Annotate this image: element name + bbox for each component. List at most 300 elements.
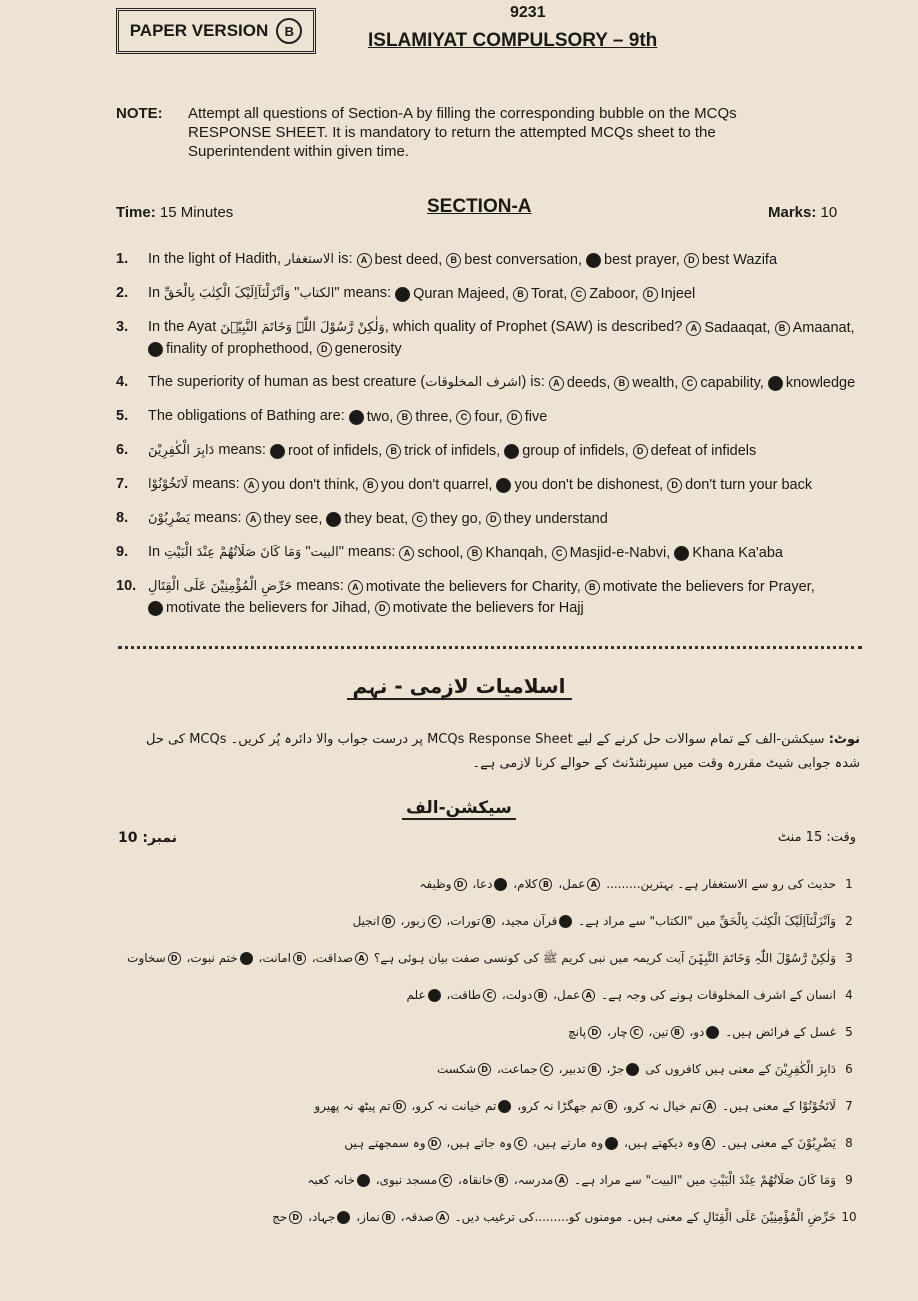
urdu-answer-bubble[interactable]: A xyxy=(355,952,368,965)
urdu-question-number: 7 xyxy=(845,1099,853,1113)
urdu-option-text: عمل، xyxy=(558,877,586,891)
answer-bubble[interactable]: C xyxy=(571,287,586,302)
question-body xyxy=(148,474,866,495)
question-number: 10. xyxy=(116,578,137,594)
urdu-option-text: صدقہ، xyxy=(400,1210,434,1224)
option-text: best conversation, xyxy=(464,252,582,268)
answer-option[interactable] xyxy=(686,318,770,338)
option-text: you don't think, xyxy=(261,477,359,493)
answer-option[interactable] xyxy=(148,598,371,618)
urdu-option-text: طاقت، xyxy=(446,988,482,1002)
urdu-option-text: مسجد نبوی، xyxy=(375,1173,438,1187)
urdu-question-text: غسل کے فرائض ہیں۔ xyxy=(725,1025,836,1039)
question-text: The superiority of human as best creature ( xyxy=(148,374,426,390)
urdu-answer-bubble[interactable]: B xyxy=(588,1063,601,1076)
answer-bubble[interactable]: A xyxy=(244,478,259,493)
urdu-answer-bubble[interactable]: A xyxy=(559,915,572,928)
urdu-question-item xyxy=(118,909,862,946)
option-text: finality of prophethood, xyxy=(166,341,313,357)
urdu-question-item xyxy=(118,946,862,983)
urdu-question-text: دَابِرَ الْکٰفِرِیْنَ کے معنی ہیں کافروں کی xyxy=(645,1062,836,1076)
option-text: best prayer, xyxy=(604,252,680,268)
urdu-option-text: سخاوت xyxy=(127,951,166,965)
urdu-answer-bubble[interactable]: C xyxy=(540,1063,553,1076)
option-text: wealth, xyxy=(632,375,679,391)
answer-option[interactable] xyxy=(375,598,584,618)
question-item xyxy=(116,508,866,529)
urdu-question-item xyxy=(118,1131,862,1168)
urdu-option-text: پانچ xyxy=(568,1025,587,1039)
urdu-answer-bubble[interactable]: B xyxy=(604,1100,617,1113)
answer-option[interactable] xyxy=(643,284,696,304)
answer-option[interactable] xyxy=(349,407,394,427)
urdu-option-text: تم پیٹھ نہ پھیرو xyxy=(314,1099,391,1113)
option-text: school, xyxy=(417,545,464,561)
urdu-answer-bubble[interactable]: B xyxy=(671,1026,684,1039)
answer-bubble[interactable]: D xyxy=(486,512,501,527)
urdu-answer-bubble[interactable]: A xyxy=(702,1137,715,1150)
answer-bubble[interactable]: B xyxy=(386,444,401,459)
urdu-question-text: یَضْرِبُوْنَ کے معنی ہیں۔ xyxy=(720,1136,836,1150)
answer-option[interactable] xyxy=(246,509,323,529)
question-number: 4. xyxy=(116,374,129,390)
question-text: , which quality of Prophet (SAW) is described? xyxy=(384,319,687,335)
answer-bubble[interactable]: D xyxy=(317,342,332,357)
option-text: five xyxy=(524,409,548,425)
question-text: " xyxy=(290,285,300,301)
answer-option[interactable] xyxy=(486,509,608,529)
answer-option[interactable] xyxy=(667,475,812,495)
question-item xyxy=(116,317,866,359)
answer-option[interactable] xyxy=(412,509,482,529)
question-number: 8. xyxy=(116,510,129,526)
question-body xyxy=(148,406,866,427)
urdu-option-text: تم جھگڑا نہ کرو، xyxy=(517,1099,602,1113)
answer-option[interactable] xyxy=(317,339,402,359)
option-text: trick of infidels, xyxy=(404,443,501,459)
answer-bubble[interactable]: A xyxy=(349,410,364,425)
section-title: SECTION-A xyxy=(427,196,532,217)
option-text: best deed, xyxy=(374,252,443,268)
marks-label: Marks: xyxy=(768,204,817,221)
urdu-question-text: لَاتَخُوْنُوْا کے معنی ہیں۔ xyxy=(722,1099,836,1113)
dotted-divider xyxy=(118,646,862,649)
urdu-option-text: تم خیانت نہ کرو، xyxy=(411,1099,497,1113)
urdu-question-item xyxy=(118,872,862,909)
answer-option[interactable] xyxy=(244,475,359,495)
answer-bubble[interactable]: D xyxy=(684,253,699,268)
answer-bubble[interactable]: C xyxy=(496,478,511,493)
urdu-question-number: 3 xyxy=(845,951,853,965)
option-text: they go, xyxy=(430,511,482,527)
urdu-option-text: وہ دیکھتے ہیں، xyxy=(623,1136,700,1150)
option-text: they understand xyxy=(503,511,608,527)
question-text: In the light of Hadith, xyxy=(148,251,286,267)
question-text: means: xyxy=(189,510,246,526)
urdu-note xyxy=(120,728,860,776)
answer-option[interactable] xyxy=(399,543,463,563)
question-number: 6. xyxy=(116,442,129,458)
time-label: Time: xyxy=(116,204,156,221)
urdu-question-item xyxy=(118,1094,862,1131)
question-item xyxy=(116,474,866,495)
option-text: Masjid-e-Nabvi, xyxy=(569,545,671,561)
urdu-answer-bubble[interactable]: C xyxy=(428,915,441,928)
urdu-option-text: انجیل xyxy=(352,914,380,928)
answer-option[interactable] xyxy=(585,577,815,597)
urdu-option-text: تین، xyxy=(648,1025,669,1039)
answer-bubble[interactable]: C xyxy=(504,444,519,459)
answer-bubble[interactable]: A xyxy=(246,512,261,527)
option-text: you don't be dishonest, xyxy=(514,477,664,493)
option-text: they see, xyxy=(263,511,323,527)
answer-option[interactable] xyxy=(148,339,313,359)
urdu-note-label: نوٹ: xyxy=(828,732,860,747)
option-text: Khanqah, xyxy=(485,545,548,561)
urdu-answer-bubble[interactable]: B xyxy=(539,878,552,891)
option-text: motivate the believers for Jihad, xyxy=(166,600,371,616)
urdu-answer-bubble[interactable]: C xyxy=(483,989,496,1002)
answer-option[interactable] xyxy=(674,543,783,563)
answer-option[interactable] xyxy=(768,373,855,393)
question-body xyxy=(148,249,866,270)
urdu-answer-bubble[interactable]: D xyxy=(382,915,395,928)
urdu-answer-bubble[interactable]: D xyxy=(393,1100,406,1113)
arabic-term: لَاتَخُوْنُوْا xyxy=(148,477,189,492)
urdu-answer-bubble[interactable]: B xyxy=(495,1174,508,1187)
urdu-option-text: تم خیال نہ کرو، xyxy=(622,1099,702,1113)
option-text: Khana Ka'aba xyxy=(692,545,783,561)
question-text: " means: xyxy=(334,285,396,301)
urdu-note-text: سیکشن-الف کے تمام سوالات حل کرنے کے لیے MCQs Response Sheet پر درست جواب والا دائرہ پُر کریں۔ MCQs کی حل شدہ جوابی شیٹ مقررہ وقت میں سپرنٹنڈنٹ کے حوالے کرنا لازمی ہے۔ xyxy=(146,732,860,771)
answer-bubble[interactable]: A xyxy=(399,546,414,561)
option-text: group of infidels, xyxy=(522,443,629,459)
urdu-answer-bubble[interactable]: D xyxy=(478,1063,491,1076)
urdu-question-number: 2 xyxy=(845,914,853,928)
time-value: 15 Minutes xyxy=(159,204,234,221)
urdu-answer-bubble[interactable]: A xyxy=(582,989,595,1002)
option-text: Sadaaqat, xyxy=(704,320,771,336)
urdu-section-title: سیکشن-الف xyxy=(0,798,918,818)
answer-bubble[interactable]: D xyxy=(375,601,390,616)
urdu-answer-bubble[interactable]: C xyxy=(337,1211,350,1224)
urdu-answer-bubble[interactable]: D xyxy=(428,1137,441,1150)
question-list xyxy=(116,249,866,631)
question-body xyxy=(148,542,866,563)
urdu-answer-bubble[interactable]: C xyxy=(439,1174,452,1187)
question-text: ) is: xyxy=(521,374,549,390)
answer-option[interactable] xyxy=(467,543,547,563)
answer-bubble[interactable]: B xyxy=(775,321,790,336)
question-body xyxy=(148,440,866,461)
urdu-question-text: انسان کے اشرف المخلوقات ہونے کی وجہ ہے۔ xyxy=(601,988,836,1002)
answer-bubble[interactable]: A xyxy=(270,444,285,459)
question-number: 1. xyxy=(116,251,129,267)
answer-bubble[interactable]: B xyxy=(614,376,629,391)
urdu-question-text: حَرِّضِ الْمُؤْمِنِیْنَ عَلَی الْقِتَالِ کے معنی ہیں۔ مومنوں کو.........کی ترغیب دیں۔ xyxy=(454,1210,836,1224)
subject-title: ISLAMIYAT COMPULSORY – 9th xyxy=(368,30,658,51)
arabic-term: الاستغفار xyxy=(285,252,334,267)
option-text: knowledge xyxy=(785,375,856,391)
answer-bubble[interactable]: B xyxy=(446,253,461,268)
question-number: 7. xyxy=(116,476,129,492)
urdu-title: اسلامیات لازمی - نہم xyxy=(0,674,918,698)
answer-bubble[interactable]: C xyxy=(586,253,601,268)
urdu-option-text: وہ مارتے ہیں، xyxy=(532,1136,604,1150)
answer-option[interactable] xyxy=(682,373,763,393)
question-body xyxy=(148,317,866,359)
urdu-answer-bubble[interactable]: C xyxy=(514,1137,527,1150)
urdu-question-item xyxy=(118,1057,862,1094)
answer-option[interactable] xyxy=(586,250,680,270)
paper-code: 9231 xyxy=(510,4,546,21)
urdu-option-text: عمل، xyxy=(553,988,581,1002)
urdu-option-text: ختم نبوت، xyxy=(186,951,238,965)
urdu-option-text: تدبیر، xyxy=(558,1062,586,1076)
paper-version-badge: B xyxy=(276,18,302,44)
answer-option[interactable] xyxy=(397,407,452,427)
option-text: two, xyxy=(366,409,394,425)
arabic-term: حَرِّضِ الْمُؤْمِنِیْنَ عَلَی الْقِتَالِ xyxy=(148,579,293,594)
option-text: Injeel xyxy=(660,286,696,302)
question-text: " xyxy=(301,544,311,560)
arabic-term: اشرف المخلوقات xyxy=(425,375,522,390)
urdu-option-text: علم xyxy=(406,988,426,1002)
urdu-option-text: زبور، xyxy=(400,914,426,928)
question-item xyxy=(116,440,866,461)
answer-bubble[interactable]: B xyxy=(585,580,600,595)
answer-option[interactable] xyxy=(357,250,443,270)
urdu-option-text: چار، xyxy=(606,1025,628,1039)
answer-bubble[interactable]: B xyxy=(467,546,482,561)
urdu-question-number: 5 xyxy=(845,1025,853,1039)
urdu-option-text: جڑ، xyxy=(606,1062,625,1076)
urdu-answer-bubble[interactable]: C xyxy=(498,1100,511,1113)
urdu-answer-bubble[interactable]: D xyxy=(454,878,467,891)
question-text: The obligations of Bathing are: xyxy=(148,408,349,424)
urdu-answer-bubble[interactable]: A xyxy=(555,1174,568,1187)
urdu-answer-bubble[interactable]: D xyxy=(588,1026,601,1039)
answer-bubble[interactable]: A xyxy=(357,253,372,268)
answer-option[interactable] xyxy=(633,441,757,461)
question-number: 5. xyxy=(116,408,129,424)
urdu-question-number: 6 xyxy=(845,1062,853,1076)
question-number: 9. xyxy=(116,544,129,560)
answer-option[interactable] xyxy=(684,250,777,270)
question-item xyxy=(116,576,866,618)
answer-bubble[interactable]: D xyxy=(633,444,648,459)
question-text: is: xyxy=(333,251,357,267)
answer-option[interactable] xyxy=(270,441,382,461)
answer-option[interactable] xyxy=(363,475,493,495)
urdu-time: وقت: 15 منٹ xyxy=(777,830,856,845)
option-text: motivate the believers for Hajj xyxy=(392,600,584,616)
urdu-option-text: مدرسہ، xyxy=(513,1173,554,1187)
answer-bubble[interactable]: D xyxy=(507,410,522,425)
question-item xyxy=(116,283,866,304)
urdu-question-number: 1 xyxy=(845,877,853,891)
option-text: motivate the believers for Charity, xyxy=(365,579,581,595)
answer-bubble[interactable]: C xyxy=(148,601,163,616)
option-text: Torat, xyxy=(531,286,568,302)
answer-bubble[interactable]: D xyxy=(667,478,682,493)
paper-version-box xyxy=(116,8,316,54)
urdu-option-text: قرآن مجید، xyxy=(501,914,558,928)
urdu-answer-bubble[interactable]: D xyxy=(357,1174,370,1187)
urdu-answer-bubble[interactable]: A xyxy=(587,878,600,891)
urdu-option-text: خانہ کعبہ xyxy=(307,1173,355,1187)
answer-option[interactable] xyxy=(348,577,581,597)
answer-option[interactable] xyxy=(507,407,548,427)
note-label: NOTE: xyxy=(116,105,163,122)
urdu-question-number: 9 xyxy=(845,1173,853,1187)
urdu-marks: نمبر: 10 xyxy=(118,830,178,846)
answer-option[interactable] xyxy=(395,284,509,304)
marks-value: 10 xyxy=(820,204,838,221)
answer-option[interactable] xyxy=(614,373,678,393)
answer-bubble[interactable]: A xyxy=(348,580,363,595)
answer-option[interactable] xyxy=(571,284,638,304)
urdu-answer-bubble[interactable]: C xyxy=(494,878,507,891)
urdu-answer-bubble[interactable]: B xyxy=(605,1137,618,1150)
answer-option[interactable] xyxy=(456,407,502,427)
arabic-term: البیت xyxy=(310,545,339,560)
urdu-answer-bubble[interactable]: A xyxy=(703,1100,716,1113)
answer-bubble[interactable]: A xyxy=(686,321,701,336)
answer-option[interactable] xyxy=(496,475,663,495)
question-text: means: xyxy=(214,442,270,458)
arabic-term: وَاَنْزَلْنَآاِلَيْکَ الْکِتٰبَ بِالْحَقِّ xyxy=(164,286,291,301)
answer-option[interactable] xyxy=(513,284,567,304)
urdu-answer-bubble[interactable]: A xyxy=(706,1026,719,1039)
option-text: capability, xyxy=(700,375,764,391)
question-item xyxy=(116,372,866,393)
urdu-answer-bubble[interactable]: C xyxy=(630,1026,643,1039)
question-number: 2. xyxy=(116,285,129,301)
answer-bubble[interactable]: B xyxy=(513,287,528,302)
answer-bubble[interactable]: A xyxy=(395,287,410,302)
urdu-option-text: وہ سمجھتے ہیں xyxy=(344,1136,426,1150)
answer-bubble[interactable]: C xyxy=(456,410,471,425)
answer-option[interactable] xyxy=(446,250,582,270)
question-text: means: xyxy=(188,476,244,492)
answer-bubble[interactable]: D xyxy=(768,376,783,391)
urdu-question-text: وَلٰکِنْ رَّسُوْلَ اللّٰہِ وَخَاتَمَ النَّبِیّٖنَ آیت کریمہ میں نبی کریم ﷺ کی کونسی صفت بیان ہوئی ہے؟ xyxy=(373,951,836,965)
urdu-option-text: جماعت، xyxy=(496,1062,538,1076)
answer-bubble[interactable]: C xyxy=(412,512,427,527)
answer-option[interactable] xyxy=(504,441,628,461)
urdu-option-text: صداقت، xyxy=(311,951,354,965)
urdu-answer-bubble[interactable]: C xyxy=(240,952,253,965)
urdu-answer-bubble[interactable]: D xyxy=(428,989,441,1002)
answer-bubble[interactable]: B xyxy=(397,410,412,425)
answer-option[interactable] xyxy=(552,543,671,563)
urdu-answer-bubble[interactable]: A xyxy=(436,1211,449,1224)
urdu-option-text: حج xyxy=(272,1210,288,1224)
time-info xyxy=(116,204,233,221)
option-text: they beat, xyxy=(344,511,409,527)
question-text: In xyxy=(148,285,165,301)
answer-bubble[interactable]: D xyxy=(643,287,658,302)
urdu-option-text: شکست xyxy=(436,1062,477,1076)
question-item xyxy=(116,406,866,427)
answer-option[interactable] xyxy=(386,441,500,461)
answer-bubble[interactable]: B xyxy=(326,512,341,527)
answer-option[interactable] xyxy=(549,373,611,393)
urdu-question-item xyxy=(118,1020,862,1057)
question-body xyxy=(148,576,866,618)
question-text: means: xyxy=(292,578,348,594)
urdu-question-item xyxy=(118,1205,862,1242)
question-text: In the Ayat xyxy=(148,319,221,335)
question-body xyxy=(148,372,866,393)
urdu-option-text: دولت، xyxy=(501,988,533,1002)
answer-option[interactable] xyxy=(326,509,408,529)
urdu-question-item xyxy=(118,1168,862,1205)
arabic-term: الکتاب xyxy=(299,286,335,301)
option-text: three, xyxy=(415,409,453,425)
urdu-question-text: وَمَا کَانَ صَلَاتُھُمْ عِنْدَ الْبَیْتِ میں "البیت" سے مراد ہے۔ xyxy=(574,1173,836,1187)
option-text: Amaanat, xyxy=(792,320,855,336)
urdu-option-text: وظیفہ xyxy=(419,877,452,891)
urdu-option-text: وہ جاتے ہیں، xyxy=(446,1136,512,1150)
answer-option[interactable] xyxy=(775,318,855,338)
arabic-term: دَابِرَ الْکٰفِرِیْنَ xyxy=(148,443,215,458)
urdu-answer-bubble[interactable]: A xyxy=(626,1063,639,1076)
option-text: don't turn your back xyxy=(685,477,813,493)
marks-info xyxy=(768,204,837,221)
urdu-answer-bubble[interactable]: B xyxy=(534,989,547,1002)
option-text: motivate the believers for Prayer, xyxy=(602,579,815,595)
question-item xyxy=(116,542,866,563)
question-text: In xyxy=(148,544,165,560)
urdu-answer-bubble[interactable]: D xyxy=(168,952,181,965)
arabic-term: وَلٰکِنْ رَّسُوْلَ اللّٰہِ وَخَاتَمَ النَّبِیّٖنَ xyxy=(220,320,385,335)
answer-bubble[interactable]: C xyxy=(682,376,697,391)
answer-bubble[interactable]: C xyxy=(148,342,163,357)
question-number: 3. xyxy=(116,319,129,335)
question-text: " means: xyxy=(338,544,400,560)
answer-bubble[interactable]: A xyxy=(549,376,564,391)
urdu-answer-bubble[interactable]: B xyxy=(382,1211,395,1224)
urdu-option-text: دو، xyxy=(689,1025,705,1039)
question-item xyxy=(116,249,866,270)
paper-version-label: PAPER VERSION xyxy=(129,21,269,40)
urdu-answer-bubble[interactable]: B xyxy=(293,952,306,965)
urdu-option-text: امانت، xyxy=(258,951,291,965)
urdu-option-text: خانقاہ، xyxy=(457,1173,494,1187)
urdu-option-text: کلام، xyxy=(513,877,538,891)
question-body xyxy=(148,508,866,529)
urdu-option-text: جہاد، xyxy=(308,1210,336,1224)
urdu-answer-bubble[interactable]: D xyxy=(289,1211,302,1224)
answer-bubble[interactable]: B xyxy=(363,478,378,493)
arabic-term: یَضْرِبُوْنَ xyxy=(148,511,190,526)
note-block xyxy=(116,104,816,161)
option-text: four, xyxy=(474,409,503,425)
urdu-question-number: 10 xyxy=(841,1210,857,1224)
option-text: best Wazifa xyxy=(701,252,778,268)
urdu-question-number: 8 xyxy=(845,1136,853,1150)
option-text: Quran Majeed, xyxy=(413,286,510,302)
option-text: generosity xyxy=(334,341,402,357)
urdu-answer-bubble[interactable]: B xyxy=(482,915,495,928)
option-text: you don't quarrel, xyxy=(380,477,493,493)
urdu-question-number: 4 xyxy=(845,988,853,1002)
answer-bubble[interactable]: D xyxy=(674,546,689,561)
answer-bubble[interactable]: C xyxy=(552,546,567,561)
option-text: root of infidels, xyxy=(287,443,383,459)
